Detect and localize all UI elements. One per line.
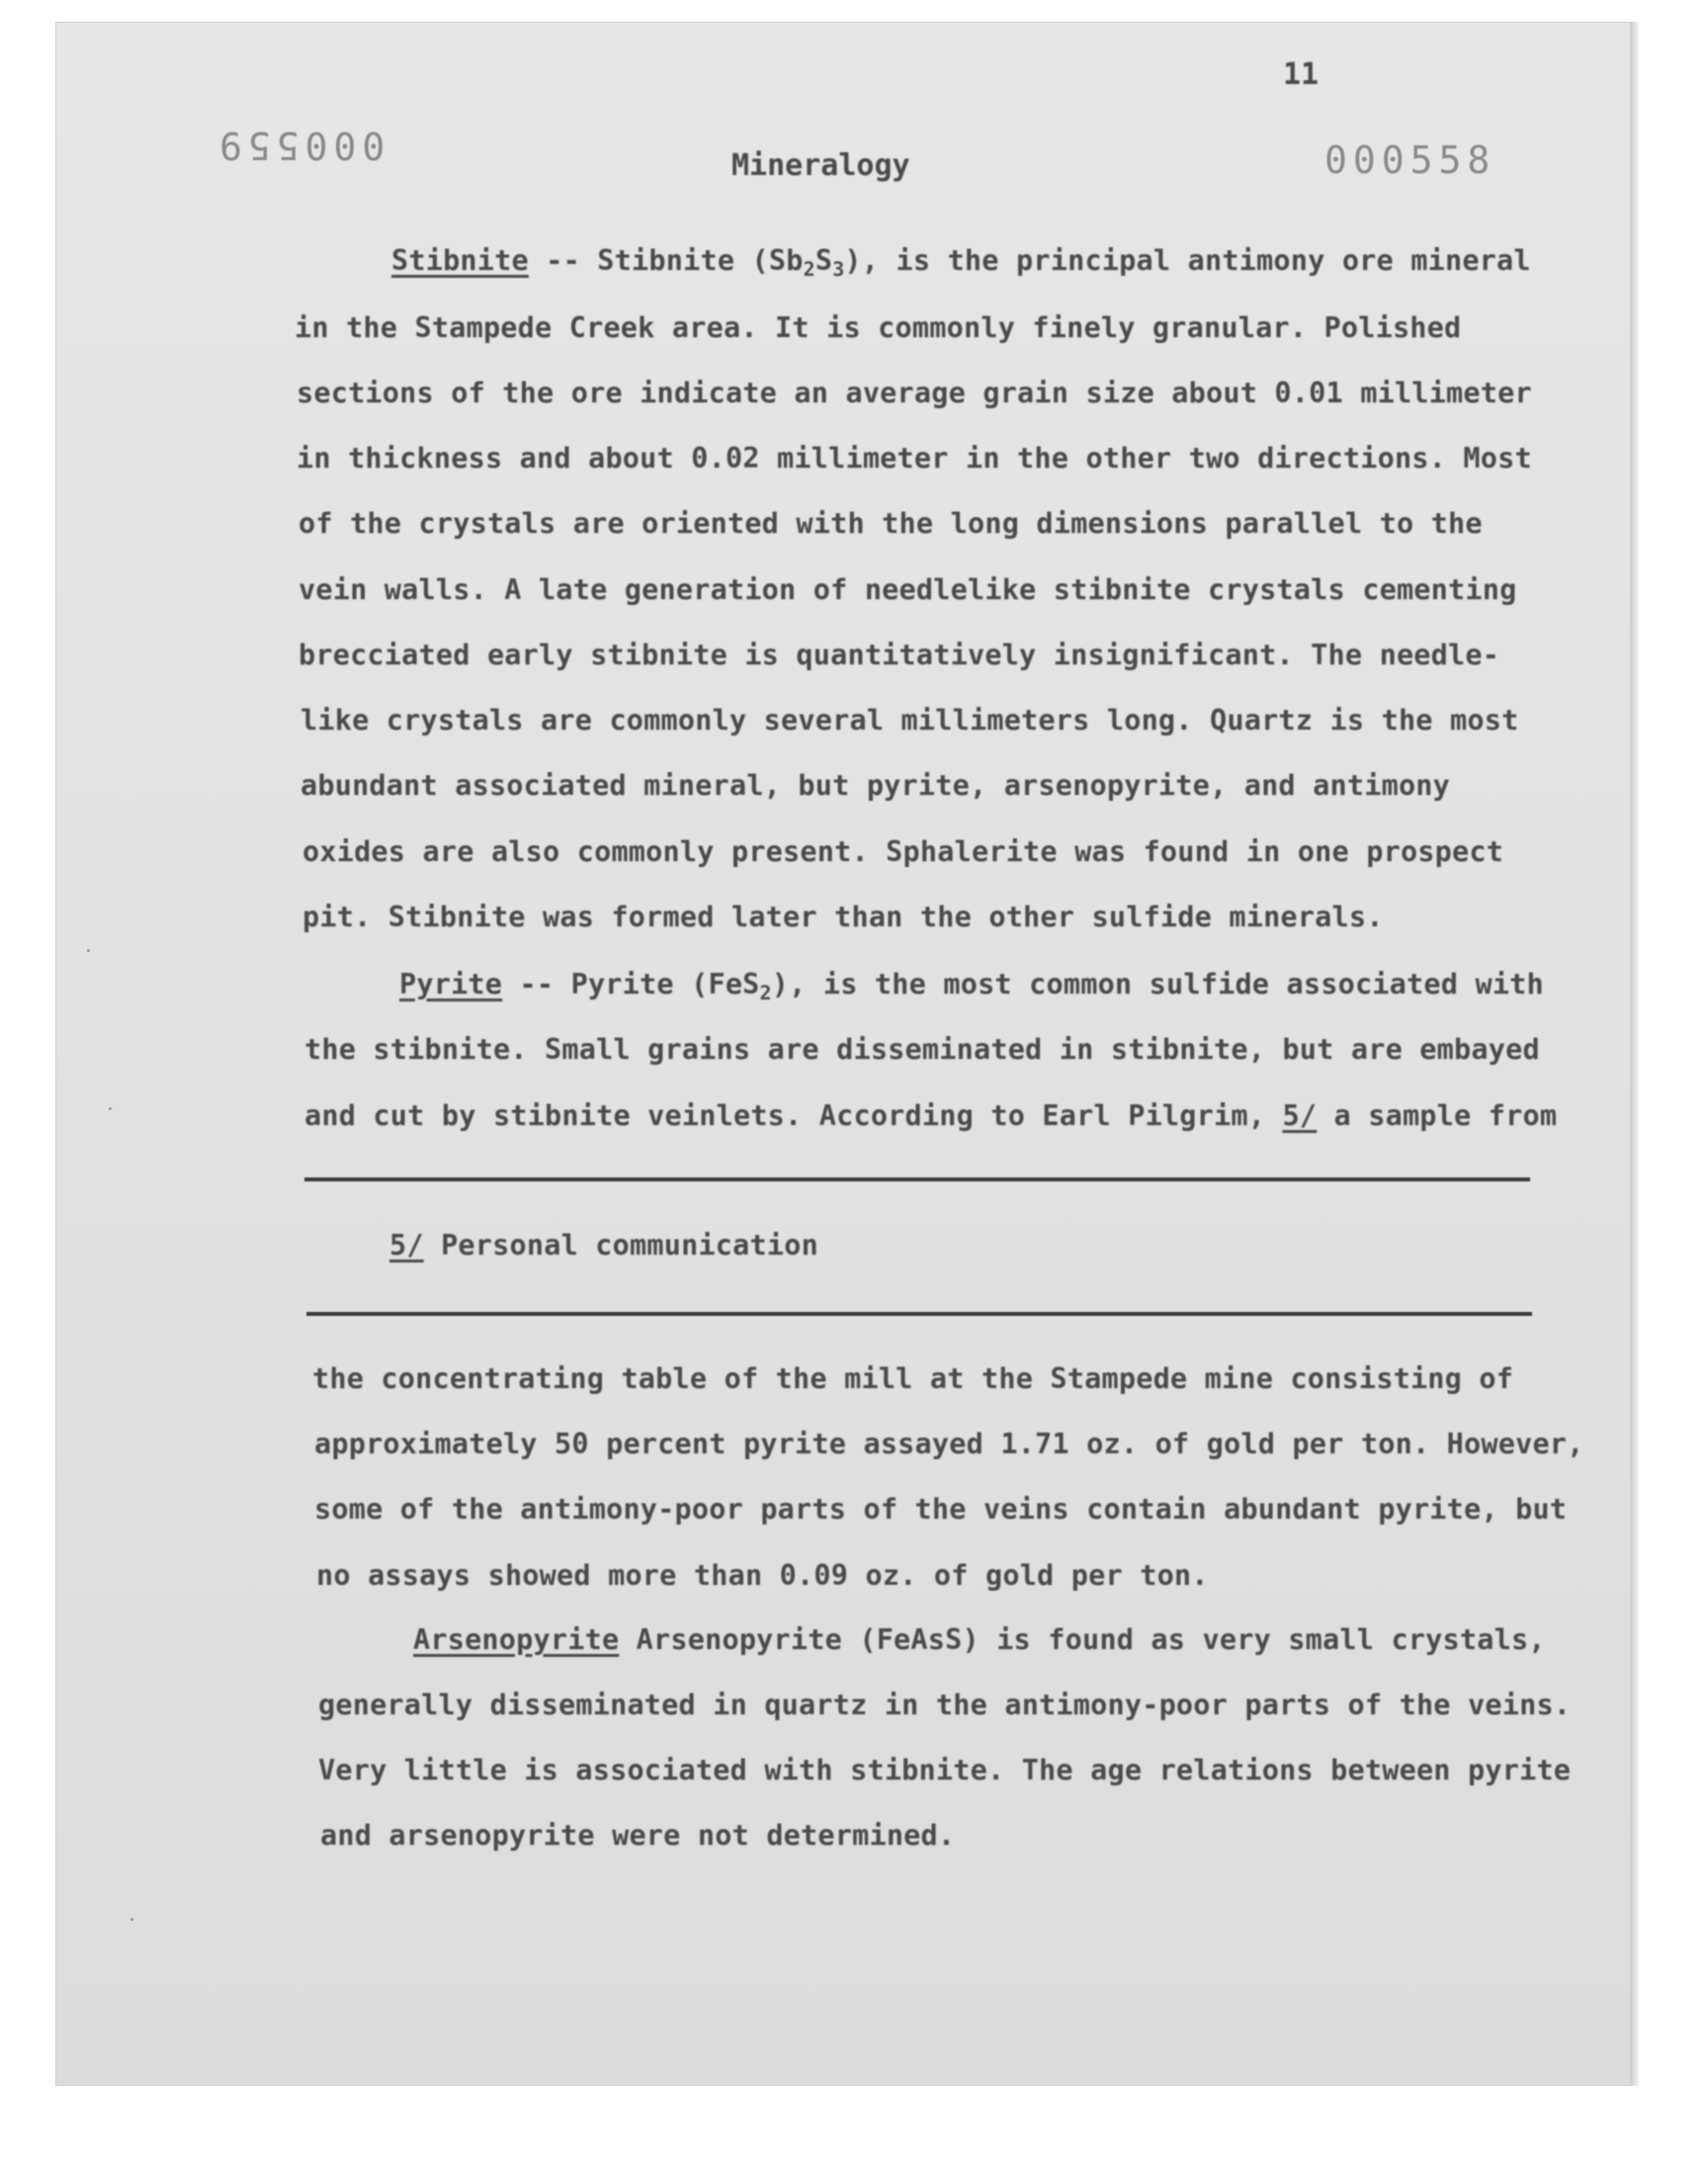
continuation-line-4: no assays showed more than 0.09 oz. of gold per ton. — [316, 1559, 1209, 1592]
footnote-marker: 5/ — [389, 1229, 424, 1262]
pyrite-line-1 — [399, 968, 1544, 1004]
arsenopyrite-line-3: Very little is associated with stibnite. The age relations between pyrite — [318, 1754, 1572, 1786]
stibnite-lead: -- Stibnite (Sb — [528, 244, 804, 277]
continuation-line-1: the concentrating table of the mill at the Stampede mine consisting of — [312, 1362, 1514, 1395]
page-number: 11 — [1283, 57, 1320, 92]
arsenopyrite-line-1 — [413, 1623, 1546, 1656]
stibnite-line-8: like crystals are commonly several millimeters long. Quartz is the most — [300, 704, 1519, 737]
stibnite-line-4: in thickness and about 0.02 millimeter in the other two directions. Most — [297, 442, 1532, 475]
arsenopyrite-line-1-rest: Arsenopyrite (FeAsS) is found as very small crystals, — [619, 1623, 1546, 1656]
footnote-rule-top — [304, 1177, 1530, 1181]
footnote-reference: 5/ — [1282, 1099, 1318, 1132]
pyrite-line-3-rest: a sample from — [1317, 1099, 1558, 1132]
pyrite-lead: -- Pyrite (FeS — [502, 968, 760, 1000]
stibnite-formula-sub-2: 3 — [832, 256, 845, 281]
arsenopyrite-line-4: and arsenopyrite were not determined. — [320, 1819, 956, 1852]
arsenopyrite-heading: Arsenopyrite — [413, 1623, 620, 1656]
pyrite-formula-sub: 2 — [759, 980, 772, 1004]
scan-speck — [130, 1918, 133, 1921]
stibnite-heading: Stibnite — [391, 244, 529, 277]
stibnite-line-2: in the Stampede Creek area. It is commonly finely granular. Polished — [295, 311, 1462, 344]
footnote-rule-bottom — [306, 1312, 1532, 1316]
footnote-text: Personal communication — [423, 1229, 818, 1262]
page-title: Mineralogy — [731, 148, 910, 183]
stibnite-formula-mid: S — [814, 244, 833, 277]
stibnite-line-1 — [391, 244, 1531, 281]
stibnite-line-3: sections of the ore indicate an average grain size about 0.01 millimeter — [297, 377, 1532, 409]
arsenopyrite-line-2: generally disseminated in quartz in the antimony-poor parts of the veins. — [318, 1689, 1572, 1721]
pyrite-line-3-text: and cut by stibnite veinlets. According to Earl Pilgrim, — [304, 1099, 1266, 1132]
stibnite-line-10: oxides are also commonly present. Sphalerite was found in one prospect — [302, 835, 1504, 868]
stibnite-line-11: pit. Stibnite was formed later than the other sulfide minerals. — [302, 901, 1384, 933]
document-stamp-left: 000559 — [214, 124, 385, 167]
stibnite-line-1-rest: ), is the principal antimony ore mineral — [844, 244, 1531, 277]
continuation-line-2: approximately 50 percent pyrite assayed 1.71 oz. of gold per ton. However, — [314, 1428, 1584, 1460]
document-stamp-right: 000558 — [1324, 138, 1496, 182]
stibnite-line-7: brecciated early stibnite is quantitatively insignificant. The needle- — [299, 639, 1500, 671]
scan-speck — [87, 949, 90, 952]
pyrite-heading: Pyrite — [399, 968, 503, 1000]
continuation-line-3: some of the antimony-poor parts of the veins contain abundant pyrite, but — [314, 1493, 1568, 1525]
footnote — [389, 1229, 818, 1262]
stibnite-formula-sub-1: 2 — [803, 256, 815, 281]
stibnite-line-9: abundant associated mineral, but pyrite, arsenopyrite, and antimony — [300, 769, 1451, 802]
pyrite-line-1-rest: ), is the most common sulfide associated with — [771, 968, 1544, 1000]
stibnite-line-6: vein walls. A late generation of needlelike stibnite crystals cementing — [299, 573, 1517, 606]
pyrite-line-2: the stibnite. Small grains are disseminated in stibnite, but are embayed — [304, 1033, 1540, 1066]
stibnite-line-5: of the crystals are oriented with the long dimensions parallel to the — [299, 507, 1483, 540]
pyrite-line-3 — [304, 1099, 1557, 1132]
scan-speck — [109, 1107, 112, 1110]
